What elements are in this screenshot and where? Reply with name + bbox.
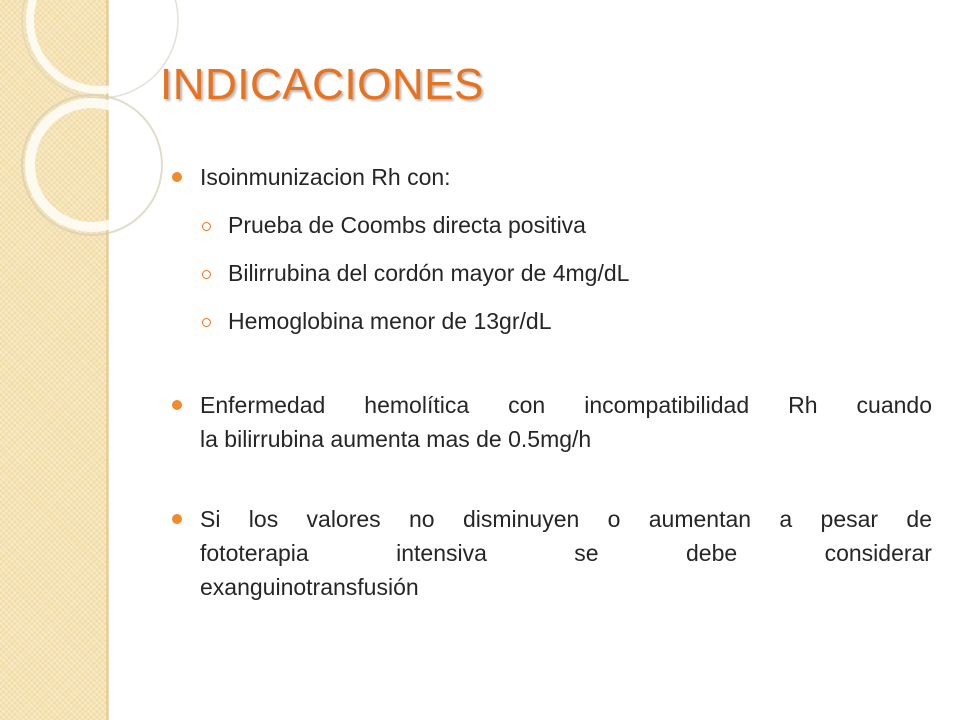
bullet-text: Isoinmunizacion Rh con: [200, 164, 451, 190]
bullet-dot-icon [172, 400, 182, 410]
sub-bullet-hemoglobina [172, 304, 932, 338]
word: se [574, 540, 599, 566]
decorative-rings [0, 0, 200, 260]
bullet-dot-icon [172, 514, 182, 524]
bullet-isoinmunizacion [172, 160, 932, 194]
bullet-line-3: exanguinotransfusión [200, 574, 419, 600]
sub-bullet-text: Hemoglobina menor de 13gr/dL [228, 308, 552, 334]
word: considerar [824, 540, 932, 566]
sub-bullet-ring-icon [202, 270, 211, 279]
sub-bullet-text: Bilirrubina del cordón mayor de 4mg/dL [228, 260, 630, 286]
sub-bullet-ring-icon [202, 318, 211, 327]
word: debe [686, 540, 738, 566]
bullet-line-1: Si los valores no disminuyen o aumentan a pesar de [200, 506, 932, 532]
slide-title: INDICACIONES [160, 60, 484, 109]
bullet-exanguinotransfusion [172, 502, 932, 604]
sub-bullet-ring-icon [202, 222, 211, 231]
word: fototerapia [200, 540, 309, 566]
bullet-line-2 [200, 536, 932, 570]
bullet-dot-icon [172, 172, 182, 182]
bullet-enfermedad-hemolitica [172, 388, 932, 456]
bullet-line-2: la bilirrubina aumenta mas de 0.5mg/h [200, 426, 592, 452]
word: intensiva [396, 540, 487, 566]
sub-bullet-coombs [172, 208, 932, 242]
sub-bullet-bilirrubina [172, 256, 932, 290]
sub-bullet-text: Prueba de Coombs directa positiva [228, 212, 586, 238]
bullet-line-1: Enfermedad hemolítica con incompatibilidad Rh cuando [200, 392, 932, 418]
slide-content [172, 160, 932, 604]
